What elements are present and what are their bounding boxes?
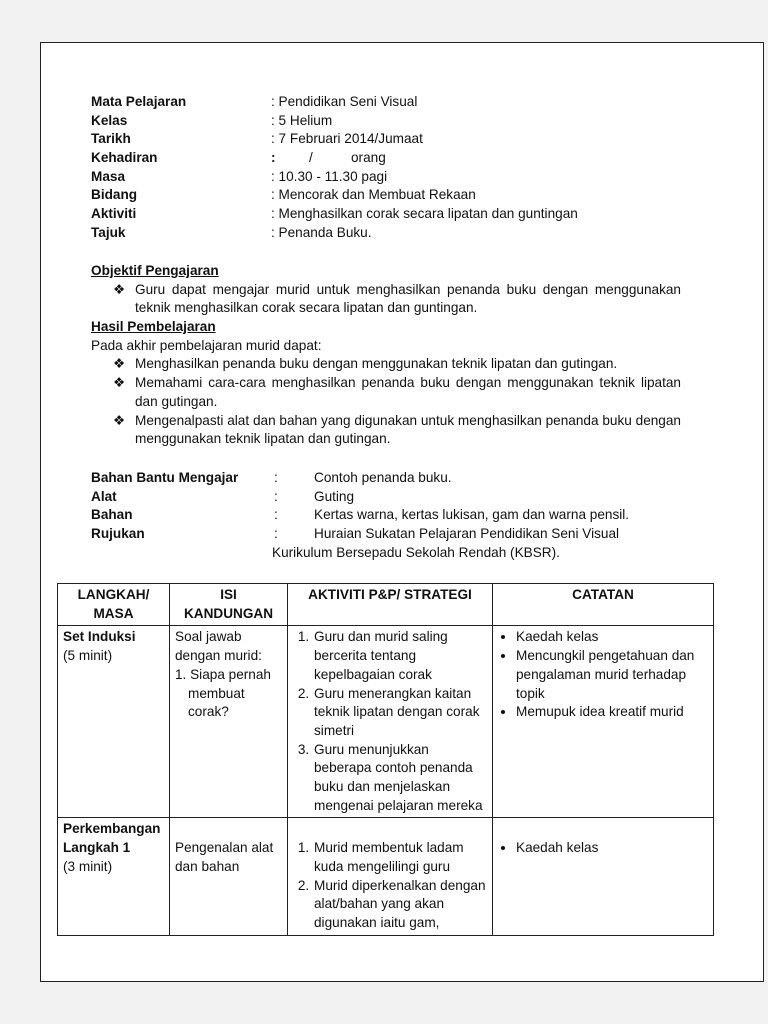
outcome-item: ❖ Memahami cara-cara menghasilkan penanda buku dengan menggunakan teknik lipatan dan gutingan. bbox=[91, 374, 681, 411]
list-item: 3. Guru menunjukkan beberapa contoh penanda buku dan menjelaskan mengenai pelajaran mereka bbox=[313, 741, 487, 816]
materials-row: Alat : Guting bbox=[91, 488, 355, 504]
outcome-item: ❖ Mengenalpasti alat dan bahan yang digunakan untuk menghasilkan penanda buku dengan menggunakan teknik lipatan dan gutingan. bbox=[91, 412, 681, 449]
diamond-bullet-icon: ❖ bbox=[113, 375, 126, 391]
column-header: CATATAN bbox=[493, 584, 714, 626]
objective-title: Objektif Pengajaran bbox=[91, 263, 219, 278]
notes-list bbox=[498, 628, 708, 722]
list-item: 1. Murid membentuk ladam kuda mengelilingi guru bbox=[313, 839, 487, 876]
diamond-bullet-icon: ❖ bbox=[113, 356, 126, 372]
list-item: • Kaedah kelas bbox=[516, 839, 708, 858]
list-item: • Memupuk idea kreatif murid bbox=[516, 703, 708, 722]
header-row-time: Masa : 10.30 - 11.30 pagi bbox=[91, 168, 388, 184]
header-row-field: Bidang : Mencorak dan Membuat Rekaan bbox=[91, 187, 476, 203]
objective-item: ❖ Guru dapat mengajar murid untuk menghasilkan penanda buku dengan menggunakan teknik menghasilkan corak secara lipatan dan guntingan. bbox=[91, 281, 681, 318]
materials-section bbox=[91, 469, 691, 563]
reference-continuation: Kurikulum Bersepadu Sekolah Rendah (KBSR). bbox=[272, 544, 560, 560]
column-header: ISI KANDUNGAN bbox=[170, 584, 288, 626]
objective-section bbox=[91, 262, 681, 318]
outcome-section bbox=[91, 318, 681, 449]
header-row-attendance: Kehadiran : / orang bbox=[91, 150, 386, 166]
lesson-header bbox=[91, 93, 691, 243]
header-row-subject: Mata Pelajaran : Pendidikan Seni Visual bbox=[91, 94, 418, 109]
column-header: LANGKAH/ MASA bbox=[58, 584, 170, 626]
table-header-row bbox=[58, 584, 714, 626]
table-row: Perkembangan Langkah 1 (3 minit) Pengenalan alat dan bahan 1. Murid membentuk ladam kuda mengelilingi guru 2. Murid diperkenalkan dengan alat/bahan yang akan digunakan iaitu gam, • Kaedah kelas bbox=[58, 818, 714, 935]
diamond-bullet-icon: ❖ bbox=[113, 412, 126, 428]
diamond-bullet-icon: ❖ bbox=[113, 281, 126, 297]
list-item: 2. Murid diperkenalkan dengan alat/bahan yang akan digunakan iaitu gam, bbox=[313, 877, 487, 933]
materials-row: Bahan : Kertas warna, kertas lukisan, gam dan warna pensil. bbox=[91, 507, 630, 523]
header-row-topic: Tajuk : Penanda Buku. bbox=[91, 224, 372, 240]
list-item: 1. Guru dan murid saling bercerita tentang kepelbagaian corak bbox=[313, 628, 487, 684]
lesson-plan-table bbox=[57, 583, 714, 936]
materials-row: Rujukan : Huraian Sukatan Pelajaran Pendidikan Seni Visual bbox=[91, 526, 620, 542]
list-item: • Kaedah kelas bbox=[516, 628, 708, 647]
header-row-class: Kelas : 5 Helium bbox=[91, 112, 333, 128]
outcome-intro: Pada akhir pembelajaran murid dapat: bbox=[91, 337, 322, 353]
header-row-date: Tarikh : 7 Februari 2014/Jumaat bbox=[91, 131, 423, 147]
list-item: 2. Guru menerangkan kaitan teknik lipatan dengan corak simetri bbox=[313, 685, 487, 741]
materials-row: Bahan Bantu Mengajar : Contoh penanda buku. bbox=[91, 470, 452, 485]
outcome-item: ❖ Menghasilkan penanda buku dengan menggunakan teknik lipatan dan gutingan. bbox=[91, 355, 681, 374]
outcome-title: Hasil Pembelajaran bbox=[91, 319, 216, 334]
table-row: Set Induksi (5 minit) Soal jawab dengan murid: 1. Siapa pernah membuat corak? 1. Guru dan murid saling bercerita tentang kepelbagaian corak 2. Guru menerangkan kaitan teknik lipatan dengan corak simetri 3. Guru menunjukkan beberapa contoh penanda buku dan menjelaskan mengenai pelajaran mereka • Kaedah kelas • Mencungkil pengetahuan dan pengalaman murid terhadap topik • Memupuk idea kreatif murid bbox=[58, 626, 714, 818]
activity-list bbox=[293, 628, 487, 815]
activity-list bbox=[293, 820, 487, 932]
document-page bbox=[40, 42, 764, 982]
list-item: • Mencungkil pengetahuan dan pengalaman murid terhadap topik bbox=[516, 647, 708, 703]
column-header: AKTIVITI P&P/ STRATEGI bbox=[288, 584, 493, 626]
header-row-activity: Aktiviti : Menghasilkan corak secara lipatan dan guntingan bbox=[91, 206, 578, 222]
notes-list bbox=[498, 820, 708, 857]
